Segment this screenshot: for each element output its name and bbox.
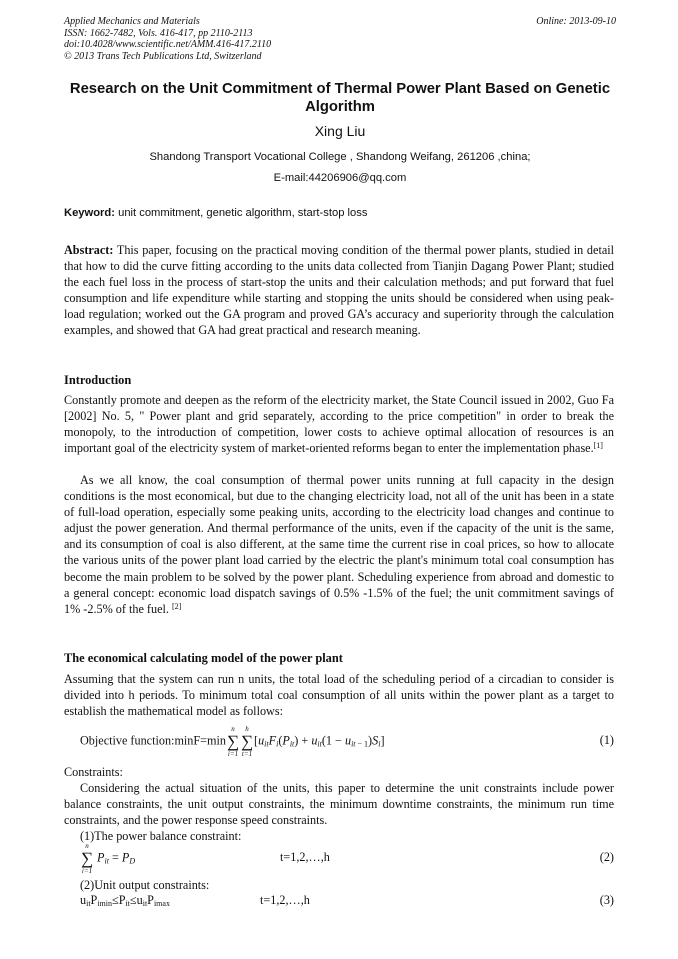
journal-name: Applied Mechanics and Materials xyxy=(64,16,200,27)
equation-number-3: (3) xyxy=(599,893,614,907)
intro-p1-text: Constantly promote and deepen as the reform of the electricity market, the State Council issued in 2002, Guo Fa [2002] No. 5, " Power plant and grid separately, according to the price competition" in order to break the monopoly, to the introduction of competition, lower costs to achieve optimal allocation of resources is an important goal of the electricity system of market-oriented reforms began to enter the implementation phase. xyxy=(64,393,614,456)
equation-number-1: (1) xyxy=(599,733,614,747)
equation-unit-output: $u_{it}P_{imin}\le P_{it}\le u_{it}P_{imax}$ t=1,2,…,h (3) xyxy=(80,893,614,908)
doi-line: doi:10.4028/www.scientific.net/AMM.416-417.2110 xyxy=(64,39,272,50)
issn-line: ISSN: 1662-7482, Vols. 416-417, pp 2110-2113 xyxy=(64,27,253,39)
abstract-text: This paper, focusing on the practical moving condition of the thermal power plants, studied in detail that how to did the curve fitting according to the units data collected from Tianjin Dagang Power Plant; studied the each fuel loss in the process of start-stop the units and their calculation methods; and put forward that fuel consumption and life expenditure while starting and stopping the units should be considered when using peak-load regulation; worked out the GA program and proved GA’s accuracy and superiority through the calculation examples, and showed that GA had great practical and research meaning. xyxy=(64,243,615,338)
objective-head: minF=min xyxy=(174,733,227,748)
section-heading-model: The economical calculating model of the power plant xyxy=(64,651,343,665)
keywords-text: unit commitment, genetic algorithm, start-stop loss xyxy=(118,207,368,219)
model-paragraph-2: Considering the actual situation of the units, this paper to determine the unit constraints include power balance constraints, the unit output constraints, the minimum downtime constraints, the minimum run time constraints, and the power response speed constraints. xyxy=(64,781,614,828)
paper-title: Research on the Unit Commitment of Thermal Power Plant Based on Genetic Algorithm xyxy=(69,81,611,115)
power-balance-label: (1)The power balance constraint: xyxy=(80,829,242,843)
author-affiliation: Shandong Transport Vocational College , Shandong Weifang, 261206 ,china; xyxy=(149,151,531,163)
summation-balance: n ∑ i=1 xyxy=(80,842,94,875)
intro-p2-text: As we all know, the coal consumption of thermal power units running at full capacity in the design conditions is the most economical, but due to the changing electricity load, not all of the unit has been in a state of full-load operation, especially some peaking units, according to the electricity load changes and continue to adjust the power generation. And thermal performance of the units, even if the capacity of the unit is the same, and its consumption of coal is also different, at the same time the current rise in coal prices, so how to allocate the various units of the power plant load carried by the electric the plant's minimum total coal consumption has become the main problem to be solved by the power plant. Scheduling experience from abroad and domestic to a general concept: economic load dispatch savings of 0.5% -1.5% of the fuel; the unit commitment savings of 1% -2.5% of the fuel. xyxy=(64,473,614,616)
citation-1: [1] xyxy=(593,441,603,451)
summation-h: h ∑ t=1 xyxy=(240,725,254,758)
objective-label: Objective function: xyxy=(80,733,175,748)
copyright-line: © 2013 Trans Tech Publications Ltd, Switzerland xyxy=(64,50,262,62)
abstract xyxy=(64,242,614,339)
online-date: Online: 2013-09-10 xyxy=(536,16,616,27)
introduction-paragraph-2 xyxy=(64,472,614,617)
author-email: E-mail:44206906@qq.com xyxy=(273,172,407,184)
section-heading-introduction: Introduction xyxy=(64,373,132,387)
keywords xyxy=(64,207,616,219)
introduction-paragraph-1 xyxy=(64,392,614,456)
abstract-label: Abstract: xyxy=(64,243,114,257)
equation-power-balance: n ∑ i=1 $P_{it} = P_D$ t=1,2,…,h (2) xyxy=(80,842,614,875)
summation-n: n ∑ i=1 xyxy=(226,725,240,758)
author-name: Xing Liu xyxy=(314,123,366,139)
unit-output-range: t=1,2,…,h xyxy=(260,893,310,907)
equation-objective: Objective function:minF=min n ∑ i=1 h ∑ t=1 $[u_{it}F_i(P_{it}) + u_{it}(1 - u_{it - 1})S_i]$ (1) xyxy=(80,725,614,758)
constraints-label: Constraints: xyxy=(64,765,123,779)
equation-number-2: (2) xyxy=(599,850,614,864)
journal-header xyxy=(64,16,616,62)
unit-output-label: (2)Unit output constraints: xyxy=(80,878,210,892)
citation-2: [2] xyxy=(171,601,182,611)
power-balance-range: t=1,2,…,h xyxy=(280,850,330,864)
keywords-label: Keyword: xyxy=(64,207,115,219)
model-paragraph-1: Assuming that the system can run n units, the total load of the scheduling period of a circadian to consider is divided into h periods. To minimum total coal consumption of all units within the power plant as a target to establish the mathematical model as follows: xyxy=(64,672,614,719)
